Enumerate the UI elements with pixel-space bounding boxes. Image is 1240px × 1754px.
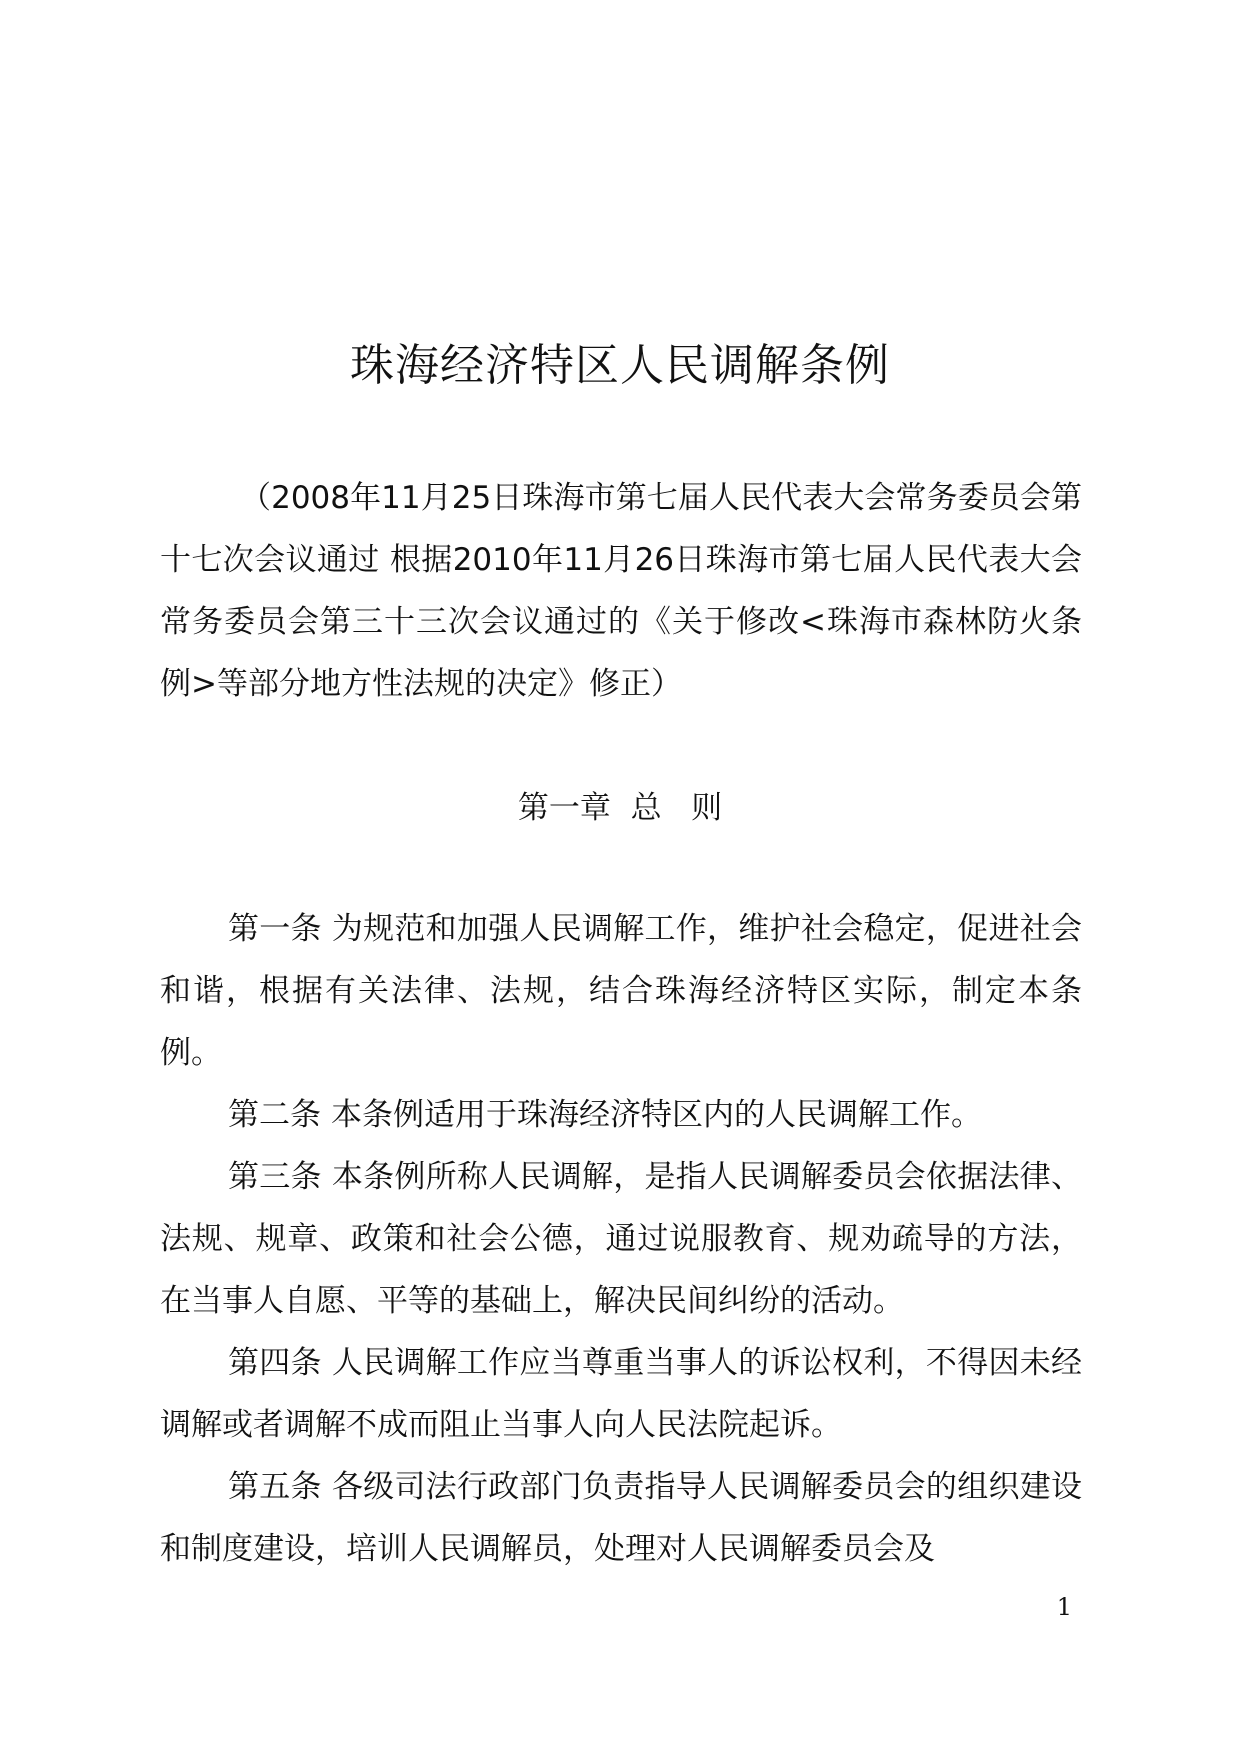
adoption-note-text: （2008年11月25日珠海市第七届人民代表大会常务委员会第十七次会议通过 根据2010年11月26日珠海市第七届人民代表大会常务委员会第三十三次会议通过的《关于修改<珠海市森林防火条例>等部分地方性法规的决定》修正）: [160, 480, 1082, 702]
document-title: 珠海经济特区人民调解条例: [350, 340, 890, 391]
article-text: 各级司法行政部门负责指导人民调解委员会的组织建设和制度建设，培训人民调解员，处理对人民调解委员会及: [160, 1469, 1083, 1567]
article-text: 本条例适用于珠海经济特区内的人民调解工作。: [331, 1097, 982, 1133]
article-text: 人民调解工作应当尊重当事人的诉讼权利，不得因未经调解或者调解不成而阻止当事人向人民法院起诉。: [160, 1345, 1083, 1443]
article-number: 第三条: [228, 1159, 322, 1195]
chapter-heading: 第一章 总 则: [517, 790, 723, 826]
article-number: 第五条: [228, 1469, 322, 1505]
article-2: [160, 1084, 1082, 1146]
article-text: 本条例所称人民调解，是指人民调解委员会依据法律、法规、规章、政策和社会公德，通过说服教育、规劝疏导的方法，在当事人自愿、平等的基础上，解决民间纠纷的活动。: [160, 1159, 1083, 1319]
article-number: 第一条: [228, 911, 322, 947]
article-4: [160, 1332, 1082, 1456]
page-number: 1: [1056, 1593, 1072, 1621]
article-5: [160, 1456, 1082, 1580]
article-text: 为规范和加强人民调解工作，维护社会稳定，促进社会和谐，根据有关法律、法规，结合珠海经济特区实际，制定本条例。: [160, 911, 1083, 1071]
adoption-note: [160, 467, 1082, 715]
article-3: [160, 1146, 1082, 1332]
article-number: 第四条: [228, 1345, 322, 1381]
article-list: [160, 898, 1082, 1580]
article-1: [160, 898, 1082, 1084]
article-number: 第二条: [228, 1097, 321, 1133]
